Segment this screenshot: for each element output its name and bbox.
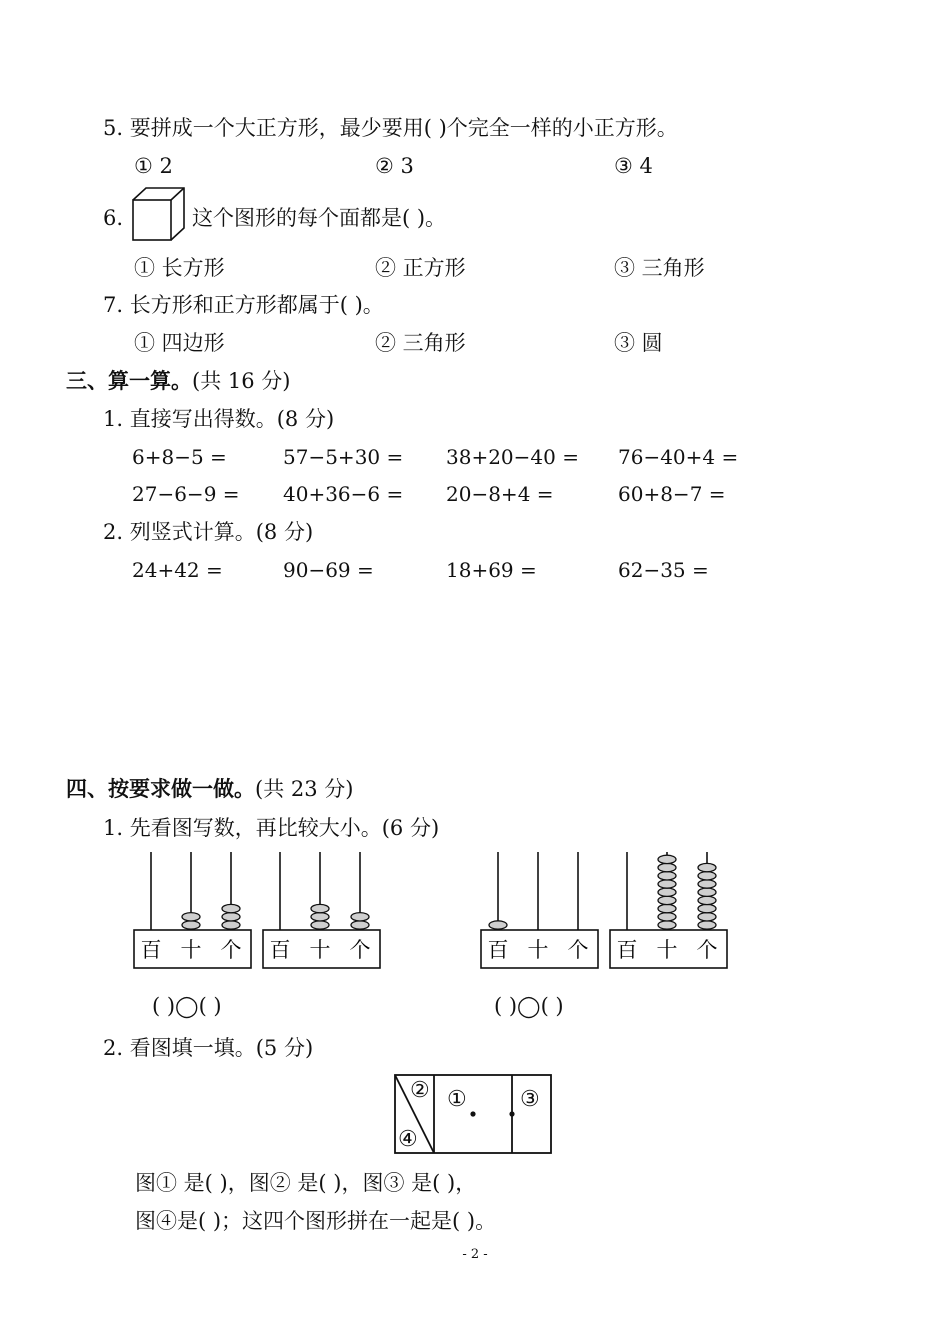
q6-option-2[interactable]: ② 正方形	[375, 256, 466, 280]
q7-option-2[interactable]: ② 三角形	[375, 331, 466, 355]
place-label: 百	[140, 938, 162, 962]
abacus-bead	[658, 896, 676, 904]
q6-text: 这个图形的每个面都是( )。	[192, 206, 447, 230]
abacus-bead	[658, 921, 676, 929]
section3-p2-title: 2. 列竖式计算。(8 分)	[103, 520, 314, 544]
abacus-bead	[658, 904, 676, 912]
place-label: 十	[656, 938, 678, 962]
abacus-bead	[311, 904, 329, 912]
abacus-bead	[489, 921, 507, 929]
abacus	[481, 852, 598, 968]
place-label: 个	[220, 938, 242, 962]
calc-item[interactable]: 20−8+4 =	[446, 482, 554, 506]
section4-points: (共 23 分)	[255, 777, 354, 801]
compare-right[interactable]: ( )◯( )	[494, 994, 564, 1018]
q5-option-2[interactable]: ② 3	[375, 154, 414, 178]
place-label: 个	[567, 938, 589, 962]
abacus	[610, 852, 727, 968]
abacus-bead	[311, 913, 329, 921]
abacus-frame	[134, 930, 251, 968]
abacus-bead	[698, 880, 716, 888]
abacus-bead	[182, 913, 200, 921]
abacus-bead	[351, 913, 369, 921]
place-label: 十	[180, 938, 202, 962]
abacus-bead	[698, 896, 716, 904]
page-number: - 2 -	[462, 1247, 488, 1262]
shape-label-4: ④	[398, 1127, 418, 1152]
calc-item[interactable]: 38+20−40 =	[446, 445, 579, 469]
q7-text: 7. 长方形和正方形都属于( )。	[103, 293, 384, 317]
section4-title: 四、按要求做一做。	[66, 777, 255, 801]
abacus-bead	[351, 921, 369, 929]
abacus-frame	[481, 930, 598, 968]
q5-option-3[interactable]: ③ 4	[614, 154, 653, 178]
calc-item[interactable]: 27−6−9 =	[132, 482, 240, 506]
place-label: 十	[309, 938, 331, 962]
shape-label-2: ②	[410, 1078, 430, 1103]
place-label: 十	[527, 938, 549, 962]
section4-p2-title: 2. 看图填一填。(5 分)	[103, 1036, 314, 1060]
calc-item[interactable]: 60+8−7 =	[618, 482, 726, 506]
vertical-calc-item[interactable]: 90−69 =	[283, 558, 374, 582]
abacus-bead	[658, 888, 676, 896]
abacus-bead	[698, 913, 716, 921]
place-label: 百	[616, 938, 638, 962]
vertical-calc-item[interactable]: 18+69 =	[446, 558, 537, 582]
section4-heading	[66, 776, 353, 802]
abacus-bead	[698, 888, 716, 896]
place-label: 个	[349, 938, 371, 962]
q6-option-3[interactable]: ③ 三角形	[614, 256, 705, 280]
section4-p2-line1[interactable]: 图① 是( )，图② 是( )，图③ 是( )，	[135, 1171, 477, 1195]
abacus-bead	[222, 913, 240, 921]
abacus-bead	[698, 921, 716, 929]
abacus-bead	[222, 904, 240, 912]
abacus-bead	[658, 880, 676, 888]
q5-text: 5. 要拼成一个大正方形，最少要用( )个完全一样的小正方形。	[103, 116, 678, 140]
calc-item[interactable]: 57−5+30 =	[283, 445, 404, 469]
abacus-bead	[222, 921, 240, 929]
abacus-bead	[311, 921, 329, 929]
abacus-bead	[182, 921, 200, 929]
shape-label-3: ③	[520, 1087, 540, 1112]
abacus	[134, 852, 251, 968]
place-label: 个	[696, 938, 718, 962]
q6-option-1[interactable]: ① 长方形	[134, 256, 225, 280]
place-label: 百	[269, 938, 291, 962]
section4-p2-line2[interactable]: 图④是( )；这四个图形拼在一起是( )。	[135, 1209, 497, 1233]
grid-dot	[470, 1111, 475, 1116]
q5-option-1[interactable]: ① 2	[134, 154, 173, 178]
abacus-bead	[658, 863, 676, 871]
q6-number: 6.	[103, 206, 124, 230]
compare-left[interactable]: ( )◯( )	[152, 994, 222, 1018]
abacus	[263, 852, 380, 968]
calc-item[interactable]: 6+8−5 =	[132, 445, 227, 469]
place-label: 百	[487, 938, 509, 962]
abacus-frame	[610, 930, 727, 968]
section3-title: 三、算一算。	[66, 369, 192, 393]
abacus-bead	[658, 872, 676, 880]
abacus-bead	[658, 913, 676, 921]
grid-dot	[509, 1111, 514, 1116]
section3-points: (共 16 分)	[192, 369, 291, 393]
abacus-frame	[263, 930, 380, 968]
q7-option-3[interactable]: ③ 圆	[614, 331, 663, 355]
section3-heading	[66, 368, 290, 394]
vertical-calc-item[interactable]: 62−35 =	[618, 558, 709, 582]
section3-p1-title: 1. 直接写出得数。(8 分)	[103, 407, 335, 431]
shape-label-1: ①	[447, 1087, 467, 1112]
q7-option-1[interactable]: ① 四边形	[134, 331, 225, 355]
section4-p1-title: 1. 先看图写数，再比较大小。(6 分)	[103, 816, 440, 840]
calc-item[interactable]: 40+36−6 =	[283, 482, 404, 506]
abacus-bead	[698, 872, 716, 880]
abacus-bead	[698, 863, 716, 871]
vertical-calc-item[interactable]: 24+42 =	[132, 558, 223, 582]
abacus-bead	[698, 904, 716, 912]
abacus-bead	[658, 855, 676, 863]
calc-item[interactable]: 76−40+4 =	[618, 445, 739, 469]
